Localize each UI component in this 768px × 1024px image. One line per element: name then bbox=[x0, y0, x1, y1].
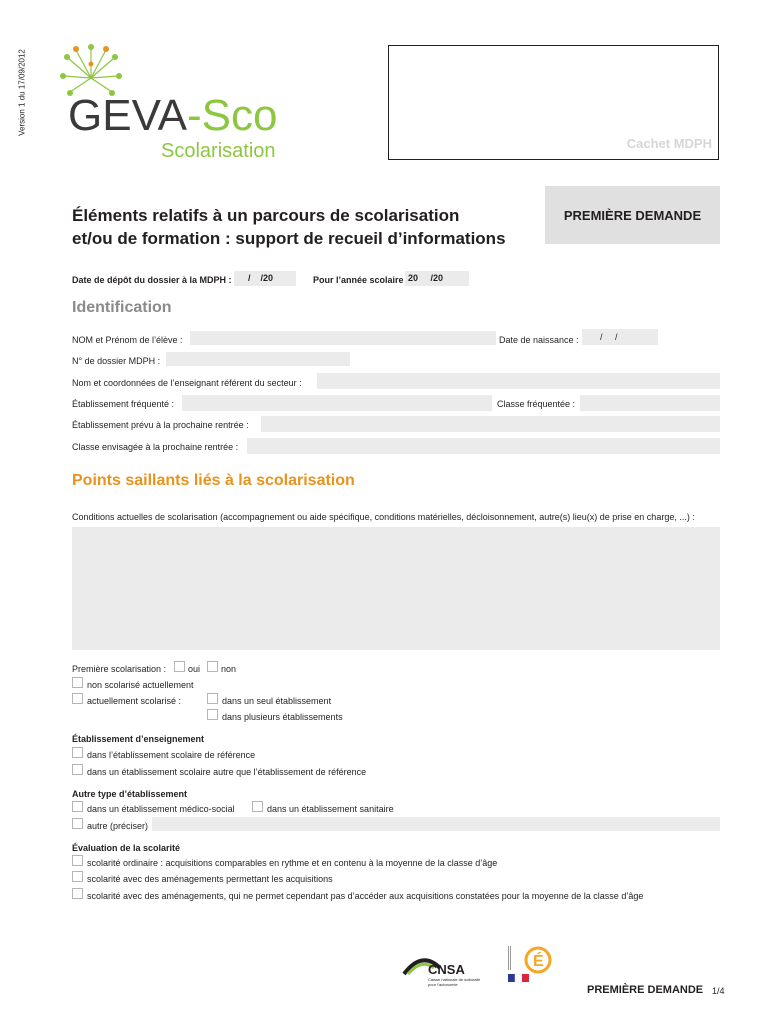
depot-date-value: / /20 bbox=[248, 273, 274, 283]
annee-field[interactable] bbox=[405, 271, 469, 286]
etab-autre-checkbox[interactable] bbox=[72, 764, 83, 775]
logo-subtitle: Scolarisation bbox=[161, 140, 276, 162]
non-checkbox[interactable] bbox=[207, 661, 218, 672]
eval-heading: Évaluation de la scolarité bbox=[72, 843, 181, 853]
sanitaire-checkbox[interactable] bbox=[252, 801, 263, 812]
badge-label: PREMIÈRE DEMANDE bbox=[563, 207, 702, 223]
page-number: 1/4 bbox=[712, 986, 725, 996]
premiere-demande-badge bbox=[545, 186, 720, 244]
title-line-2: et/ou de formation : support de recueil d’informations bbox=[72, 229, 506, 248]
identification-heading: Identification bbox=[72, 299, 172, 316]
actuellement-checkbox[interactable] bbox=[72, 693, 83, 704]
oui-label: oui bbox=[188, 664, 201, 674]
etab-ref-label: dans l’établissement scolaire de référence bbox=[87, 750, 256, 760]
depot-label: Date de dépôt du dossier à la MDPH : bbox=[72, 275, 232, 285]
sanitaire-label: dans un établissement sanitaire bbox=[267, 804, 394, 814]
enseignant-label: Nom et coordonnées de l’enseignant référent du secteur : bbox=[72, 378, 302, 388]
oui-checkbox[interactable] bbox=[174, 661, 185, 672]
etab-prevu-label: Établissement prévu à la prochaine rentrée : bbox=[72, 420, 249, 430]
etab-heading: Établissement d’enseignement bbox=[72, 734, 205, 744]
title-line-1: Éléments relatifs à un parcours de scolarisation bbox=[72, 206, 460, 225]
medico-checkbox[interactable] bbox=[72, 801, 83, 812]
naissance-value: / / bbox=[600, 332, 618, 342]
autre-heading: Autre type d’établissement bbox=[72, 789, 188, 799]
conditions-textarea[interactable] bbox=[72, 527, 720, 650]
plusieurs-checkbox[interactable] bbox=[207, 709, 218, 720]
annee-value: 20 /20 bbox=[408, 273, 444, 283]
autre-preciser-label: autre (préciser) bbox=[87, 821, 149, 831]
stamp-box bbox=[388, 45, 719, 160]
ministere-logo bbox=[506, 940, 554, 986]
etab-ref-checkbox[interactable] bbox=[72, 747, 83, 758]
actuellement-label: actuellement scolarisé : bbox=[87, 696, 182, 706]
cnsa-sub: Caisse nationale de solidarité pour l’autonomie bbox=[428, 977, 481, 987]
autre-preciser-checkbox[interactable] bbox=[72, 818, 83, 829]
annee-label: Pour l’année scolaire bbox=[313, 275, 404, 285]
nom-field[interactable] bbox=[190, 331, 496, 345]
stamp-label: Cachet MDPH bbox=[626, 136, 712, 151]
etab-autre-label: dans un établissement scolaire autre que l’établissement de référence bbox=[87, 767, 367, 777]
eval3-label: scolarité avec des aménagements, qui ne permet cependant pas d’accéder aux acquisitions constatées pour la moyenne de la classe d’âge bbox=[87, 891, 644, 901]
logo-dash: - bbox=[187, 91, 202, 140]
eval1-checkbox[interactable] bbox=[72, 855, 83, 866]
geva-logo bbox=[56, 40, 316, 170]
logo-sco: Sco bbox=[201, 91, 278, 140]
version-label: Version 1 du 17/09/2012 bbox=[17, 49, 27, 136]
premiere-label: Première scolarisation : bbox=[72, 664, 167, 674]
seul-label: dans un seul établissement bbox=[222, 696, 332, 706]
etab-prevu-field[interactable] bbox=[261, 416, 720, 432]
non-label: non bbox=[221, 664, 237, 674]
classe-envisagee-field[interactable] bbox=[247, 438, 720, 454]
eval2-checkbox[interactable] bbox=[72, 871, 83, 882]
seul-checkbox[interactable] bbox=[207, 693, 218, 704]
svg-text:É: É bbox=[533, 953, 544, 970]
classe-frequentee-label: Classe fréquentée : bbox=[497, 399, 576, 409]
cnsa-logo bbox=[402, 954, 492, 994]
ministere-e-icon bbox=[506, 940, 554, 986]
footer-badge: PREMIÈRE DEMANDE bbox=[587, 984, 704, 996]
naissance-label: Date de naissance : bbox=[499, 335, 579, 345]
enseignant-field[interactable] bbox=[317, 373, 720, 389]
classe-frequentee-field[interactable] bbox=[580, 395, 720, 411]
eval2-label: scolarité avec des aménagements permettant les acquisitions bbox=[87, 874, 333, 884]
non-scolarise-label: non scolarisé actuellement bbox=[87, 680, 194, 690]
etab-frequente-field[interactable] bbox=[182, 395, 492, 411]
medico-label: dans un établissement médico-social bbox=[87, 804, 235, 814]
eval1-label: scolarité ordinaire : acquisitions comparables en rythme et en contenu à la moyenne de la classe d’âge bbox=[87, 858, 498, 868]
logo-geva: GEVA bbox=[68, 91, 188, 140]
cnsa-label: CNSA bbox=[428, 962, 465, 977]
non-scolarise-checkbox[interactable] bbox=[72, 677, 83, 688]
dossier-label: N° de dossier MDPH : bbox=[72, 356, 161, 366]
page-title bbox=[72, 204, 506, 250]
dossier-field[interactable] bbox=[166, 352, 350, 366]
classe-envisagee-label: Classe envisagée à la prochaine rentrée : bbox=[72, 442, 239, 452]
etab-frequente-label: Établissement fréquenté : bbox=[72, 399, 175, 409]
points-heading: Points saillants liés à la scolarisation bbox=[72, 472, 355, 489]
naissance-field[interactable] bbox=[582, 329, 658, 345]
conditions-label: Conditions actuelles de scolarisation (accompagnement ou aide spécifique, conditions matérielles, décloisonnement, autre(s) lieu(x) de prise en charge, ...) : bbox=[72, 512, 695, 522]
plusieurs-label: dans plusieurs établissements bbox=[222, 712, 343, 722]
nom-label: NOM et Prénom de l’élève : bbox=[72, 335, 183, 345]
eval3-checkbox[interactable] bbox=[72, 888, 83, 899]
autre-preciser-field[interactable] bbox=[152, 817, 720, 831]
depot-date-field[interactable] bbox=[234, 271, 296, 286]
